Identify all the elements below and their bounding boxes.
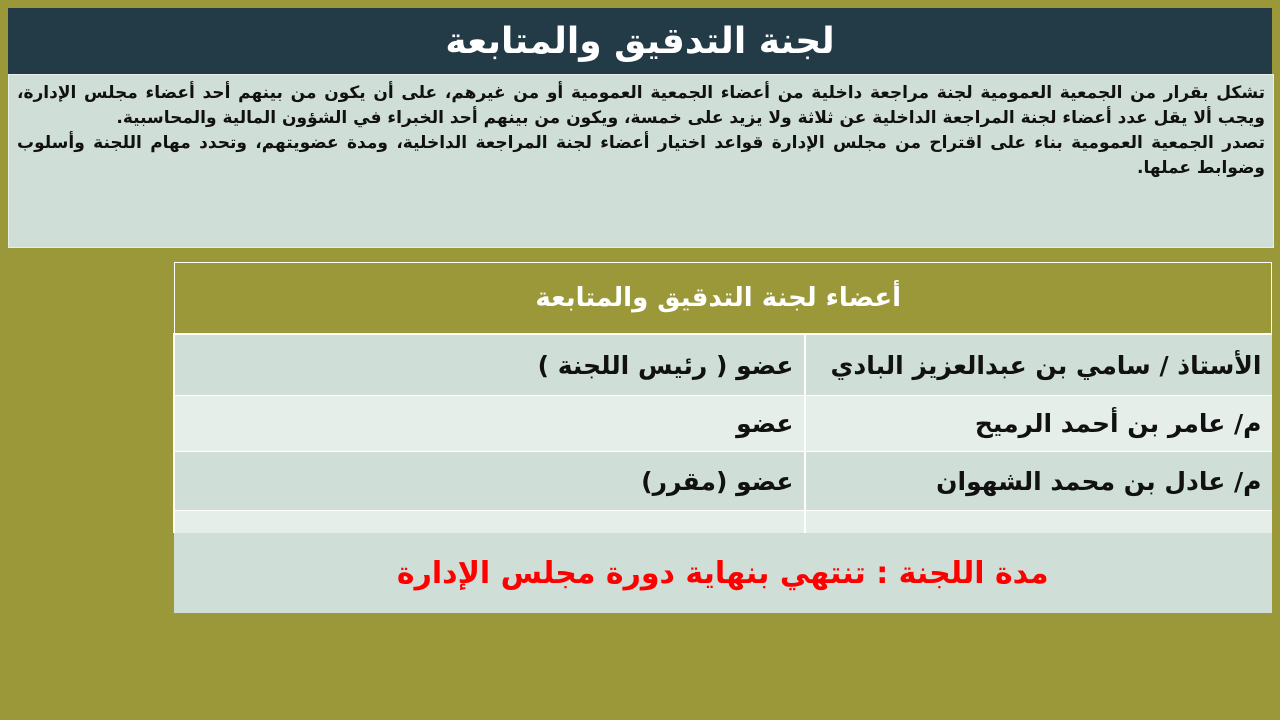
table-row bbox=[174, 452, 1272, 511]
intro-paragraph-1: تشكل بقرار من الجمعية العمومية لجنة مراجعة داخلية من أعضاء الجمعية العمومية أو من غيرهم، على أن يكون من بينهم أحد أعضاء مجلس الإدارة، ويجب ألا يقل عدد أعضاء لجنة المراجعة الداخلية عن ثلاثة ولا يزيد على خمسة، ويكون من بينهم أحد الخبراء في الشؤون المالية والمحاسبية. bbox=[17, 83, 1265, 128]
term-row bbox=[174, 533, 1272, 613]
intro-text-box bbox=[8, 74, 1274, 248]
member-name: الأستاذ / سامي بن عبدالعزيز البادي bbox=[805, 334, 1272, 396]
member-name: م/ عامر بن أحمد الرميح bbox=[805, 396, 1272, 452]
member-role: عضو bbox=[174, 396, 805, 452]
member-name: م/ عادل بن محمد الشهوان bbox=[805, 452, 1272, 511]
members-table bbox=[173, 262, 1272, 613]
member-role: عضو ( رئيس اللجنة ) bbox=[174, 334, 805, 396]
committee-term-note: مدة اللجنة : تنتهي بنهاية دورة مجلس الإدارة bbox=[174, 533, 1272, 613]
members-table-header: أعضاء لجنة التدقيق والمتابعة bbox=[174, 263, 1272, 335]
table-row bbox=[174, 511, 1272, 534]
slide-title: لجنة التدقيق والمتابعة bbox=[8, 8, 1272, 74]
table-row bbox=[174, 334, 1272, 396]
members-table-header-row bbox=[174, 263, 1272, 335]
member-name bbox=[805, 511, 1272, 534]
table-row bbox=[174, 396, 1272, 452]
member-role bbox=[174, 511, 805, 534]
intro-paragraph-2: تصدر الجمعية العمومية بناء على اقتراح من مجلس الإدارة قواعد اختيار أعضاء لجنة المراجعة الداخلية، ومدة عضويتهم، وتحدد مهام اللجنة وأسلوب وضوابط عملها. bbox=[17, 133, 1265, 178]
member-role: عضو (مقرر) bbox=[174, 452, 805, 511]
